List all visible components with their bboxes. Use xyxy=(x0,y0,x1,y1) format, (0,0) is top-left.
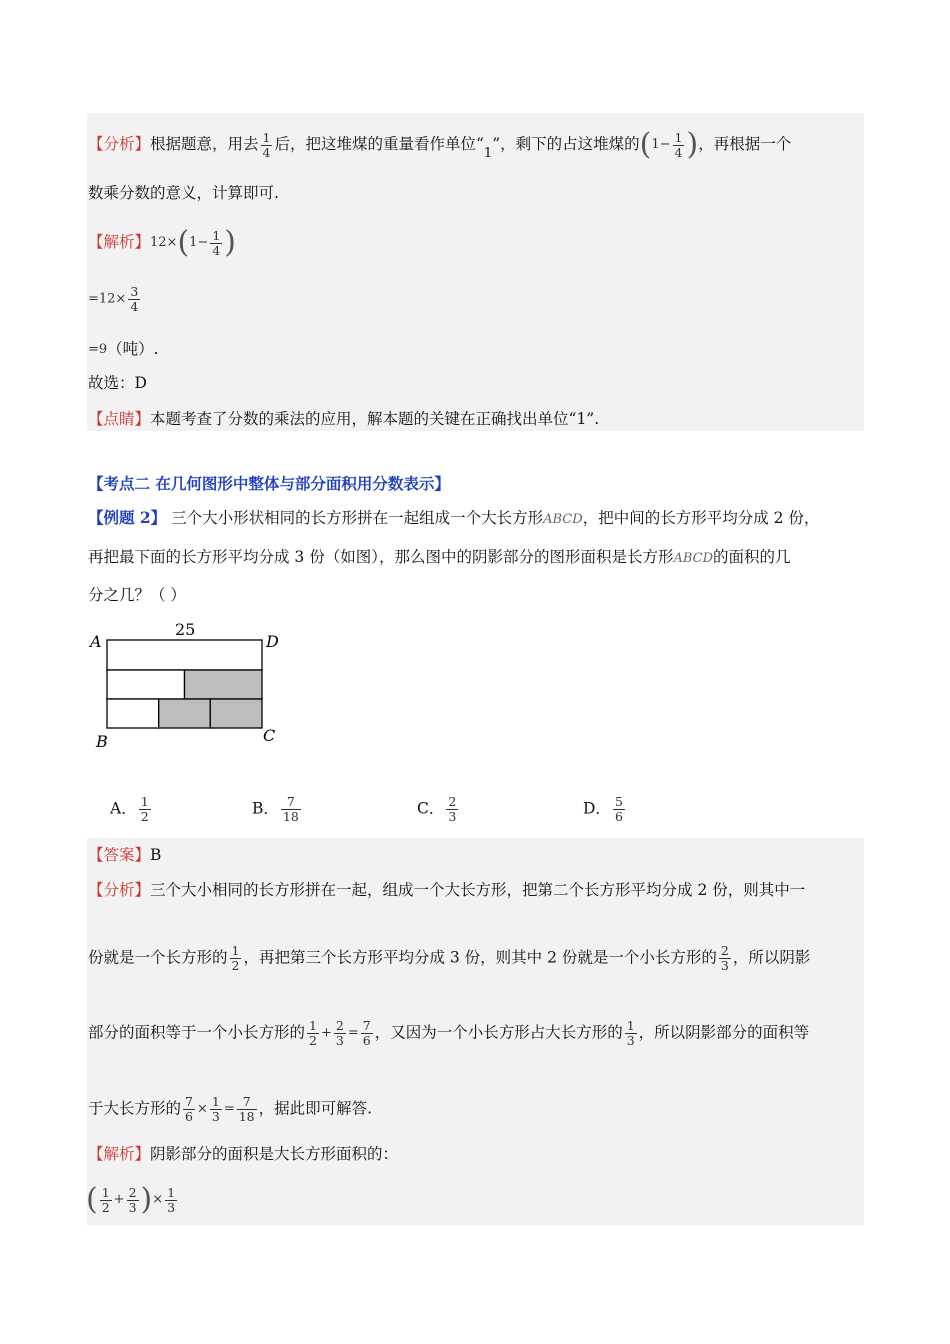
choice-line: 故选：D xyxy=(88,374,147,392)
section-title: 【考点二 在几何图形中整体与部分面积用分数表示】 xyxy=(88,474,450,493)
middle-left-rectangle xyxy=(107,670,185,699)
solution-tag: 【解析】 xyxy=(88,233,151,251)
rectangle-figure xyxy=(86,615,286,755)
top-rectangle xyxy=(107,640,262,670)
figure-label-b: B xyxy=(96,732,108,751)
middle-right-shaded xyxy=(185,670,263,699)
figure-top-label: 25 xyxy=(175,620,196,639)
example-line-2: 再把最下面的长方形平均分成 3 份（如图），那么图中的阴影部分的图形面积是长方形ABCD的面积的几 xyxy=(88,548,791,566)
analysis2-tag: 【分析】 xyxy=(88,881,151,899)
bottom-right-shaded xyxy=(210,699,262,728)
figure-label-c: C xyxy=(263,726,276,745)
option-d[interactable]: D． $\frac{5}{6}$ xyxy=(583,794,623,824)
option-a[interactable]: A． $\frac{1}{2}$ xyxy=(110,794,149,824)
option-b[interactable]: B． $\frac{7}{18}$ xyxy=(252,794,299,824)
solution-step-3: =9（吨）. xyxy=(88,340,159,358)
bottom-left-rectangle xyxy=(107,699,159,728)
example-tag: 【例题 2】 xyxy=(88,508,167,527)
analysis-tag: 【分析】 xyxy=(88,135,151,153)
answer-line xyxy=(88,845,161,865)
answer-tag: 【答案】 xyxy=(88,846,151,864)
solution-line-1: 【解析】12×(1− $\frac{1}{4}$ ) xyxy=(88,225,237,260)
solution-step-2: =12× $\frac{3}{4}$ xyxy=(88,284,139,314)
analysis2-line-1: 【分析】三个大小相同的长方形拼在一起，组成一个大长方形，把第二个长方形平均分成 2 份，则其中一 xyxy=(88,881,806,899)
analysis2-line-2: 份就是一个长方形的 $\frac{1}{2}$ ，再把第三个长方形平均分成 3 份，则其中 2 份就是一个小长方形的 $\frac{2}{3}$ ，所以阴影 xyxy=(88,943,811,973)
fraction-one-quarter-2: $\frac{1}{4}$ xyxy=(674,129,683,160)
figure-label-d: D xyxy=(266,632,279,651)
example-line-1: 【例题 2】 三个大小形状相同的长方形拼在一起组成一个大长方形ABCD，把中间的长方形平均分成 2 份， xyxy=(88,508,820,527)
fraction-one-quarter: $\frac{1}{4}$ xyxy=(262,129,271,160)
analysis-line-2: 数乘分数的意义，计算即可. xyxy=(88,184,279,202)
comment-tag: 【点睛】 xyxy=(88,410,151,428)
option-c[interactable]: C． $\frac{2}{3}$ xyxy=(417,794,457,824)
fraction-one-quarter-3: $\frac{1}{4}$ xyxy=(212,227,221,258)
analysis2-line-3: 部分的面积等于一个小长方形的 $\frac{1}{2}$ + $\frac{2}{3}$ = $\frac{7}{6}$ ，又因为一个小长方形占大长方形的 $\frac{1}{3}$ ，所以阴影部分的面积等 xyxy=(88,1018,810,1048)
analysis2-line-4: 于大长方形的 $\frac{7}{6}$ × $\frac{1}{3}$ = $\frac{7}{18}$ ，据此即可解答. xyxy=(88,1094,373,1124)
analysis-line-1: 【分析】根据题意，用去 $\frac{1}{4}$ 后，把这堆煤的重量看作单位“$_1$”，剩下的占这堆煤的(1− $\frac{1}{4}$ )，再根据一个 xyxy=(88,127,792,162)
bottom-middle-shaded xyxy=(159,699,211,728)
answer-value: B xyxy=(150,846,162,864)
solution2-tag: 【解析】 xyxy=(88,1145,151,1163)
figure-label-a: A xyxy=(90,632,102,651)
solution2-line: 【解析】阴影部分的面积是大长方形面积的： xyxy=(88,1145,399,1163)
solution2-expr: ( $\frac{1}{2}$ + $\frac{2}{3}$ )× $\frac{1}{3}$ xyxy=(86,1182,176,1217)
fraction-three-quarter: $\frac{3}{4}$ xyxy=(130,284,139,314)
unit-one: 1 xyxy=(483,146,493,161)
example-line-3: 分之几？（ ） xyxy=(88,586,186,604)
comment-line: 【点睛】本题考查了分数的乘法的应用，解本题的关键在正确找出单位“1”. xyxy=(88,410,600,428)
